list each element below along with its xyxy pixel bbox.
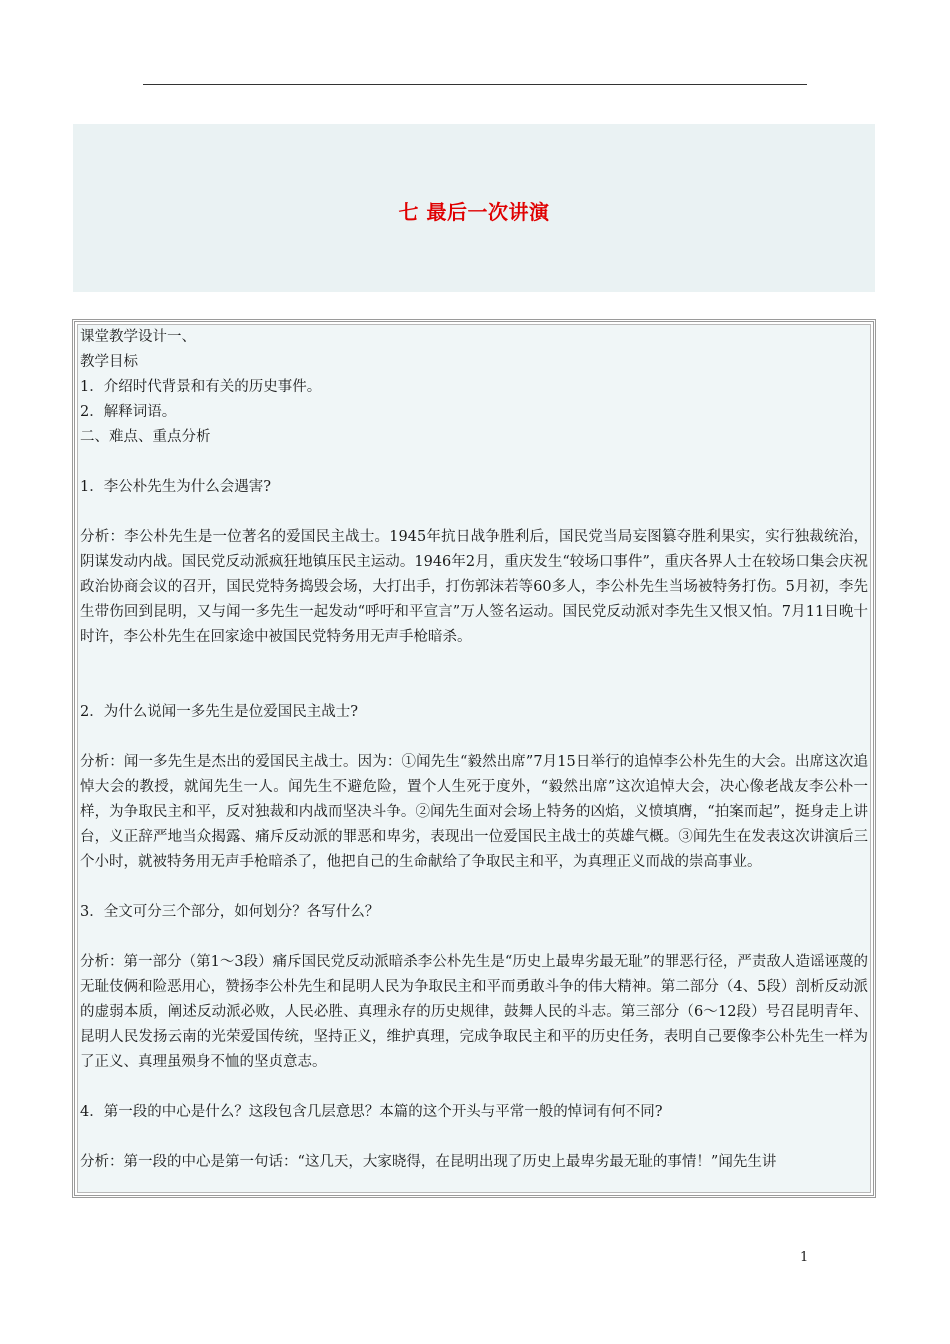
title-banner (73, 124, 875, 292)
lesson-content (77, 324, 871, 1193)
page-title: 七 最后一次讲演 (398, 200, 550, 224)
answer-1: 分析：李公朴先生是一位著名的爱国民主战士。1945年抗日战争胜利后，国民党当局妄图篡夺胜利果实，实行独裁统治，阴谋发动内战。国民党反动派疯狂地镇压民主运动。1946年2月，重庆发生“较场口事件”，重庆各界人士在较场口集会庆祝政治协商会议的召开，国民党特务捣毁会场，大打出手，打伤郭沫若等60多人，李公朴先生当场被特务打伤。5月初，李先生带伤回到昆明，又与闻一多先生一起发动“呼吁和平宣言”万人签名运动。国民党反动派对李先生又恨又怕。7月11日晚十时许，李公朴先生在回家途中被国民党特务用无声手枪暗杀。 (80, 529, 868, 645)
lesson-content-box (72, 319, 876, 1198)
page-number: 1 (800, 1250, 809, 1265)
heading-key-points: 二、难点、重点分析 (80, 429, 211, 445)
question-1: 1．李公朴先生为什么会遇害? (80, 479, 271, 495)
heading-teaching-goals: 教学目标 (80, 354, 138, 370)
question-3: 3．全文可分三个部分，如何划分？各写什么？ (80, 904, 380, 920)
goal-item-2: 2．解释词语。 (80, 404, 177, 420)
answer-4: 分析：第一段的中心是第一句话：“这几天，大家晓得，在昆明出现了历史上最卑劣最无耻的事情！”闻先生讲 (80, 1154, 777, 1170)
question-2: 2．为什么说闻一多先生是位爱国民主战士? (80, 704, 358, 720)
heading-teaching-design: 课堂教学设计一、 (80, 329, 196, 345)
goal-item-1: 1．介绍时代背景和有关的历史事件。 (80, 379, 322, 395)
question-4: 4．第一段的中心是什么？这段包含几层意思？本篇的这个开头与平常一般的悼词有何不同? (80, 1104, 663, 1120)
answer-2: 分析：闻一多先生是杰出的爱国民主战士。因为：①闻先生“毅然出席”7月15日举行的追悼李公朴先生的大会。出席这次追悼大会的教授，就闻先生一人。闻先生不避危险，置个人生死于度外，“毅然出席”这次追悼大会，决心像老战友李公朴一样，为争取民主和平，反对独裁和内战而坚决斗争。②闻先生面对会场上特务的凶焰，义愤填膺，“拍案而起”，挺身走上讲台，义正辞严地当众揭露、痛斥反动派的罪恶和卑劣，表现出一位爱国民主战士的英雄气概。③闻先生在发表这次讲演后三个小时，就被特务用无声手枪暗杀了，他把自己的生命献给了争取民主和平，为真理正义而战的崇高事业。 (80, 754, 868, 870)
header-rule (143, 84, 807, 85)
answer-3: 分析：第一部分（第1～3段）痛斥国民党反动派暗杀李公朴先生是“历史上最卑劣最无耻”的罪恶行径，严责敌人造谣诬蔑的无耻伎俩和险恶用心，赞扬李公朴先生和昆明人民为争取民主和平而勇敢斗争的伟大精神。第二部分（4、5段）剖析反动派的虚弱本质，阐述反动派必败，人民必胜、真理永存的历史规律，鼓舞人民的斗志。第三部分（6～12段）号召昆明青年、昆明人民发扬云南的光荣爱国传统，坚持正义，维护真理，完成争取民主和平的历史任务，表明自己要像李公朴先生一样为了正义、真理虽殒身不恤的坚贞意志。 (80, 954, 868, 1070)
